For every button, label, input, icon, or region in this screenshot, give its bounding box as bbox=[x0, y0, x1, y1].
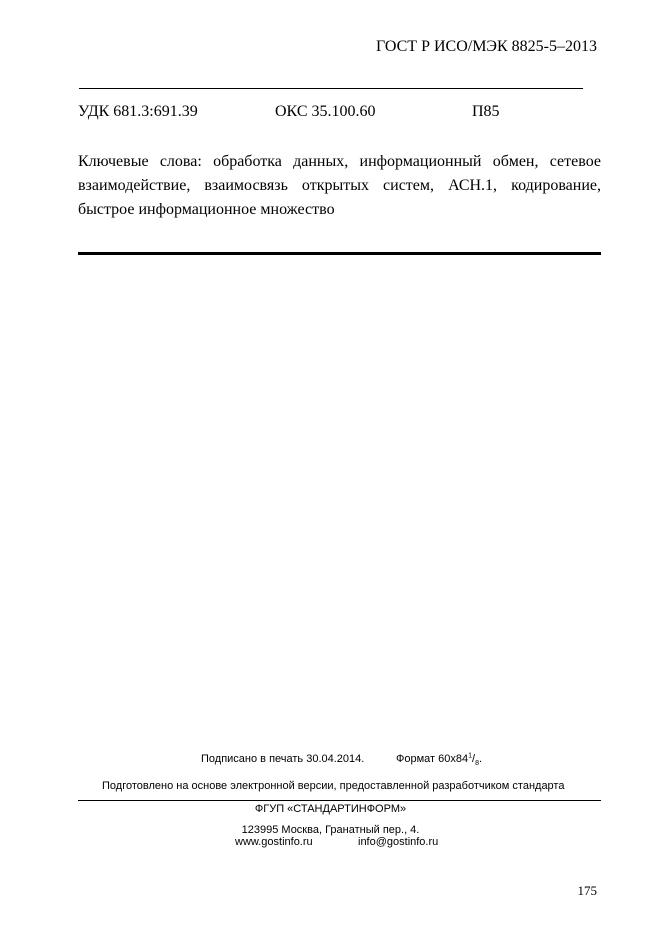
paper-format-numerator: 1 bbox=[468, 752, 473, 760]
keywords-paragraph: Ключевые слова: обработка данных, информационный обмен, сетевое взаимодействие, взаимосвязь открытых систем, АСН.1, кодирование, быстрое информационное множество bbox=[78, 153, 601, 218]
oks-code: ОКС 35.100.60 bbox=[275, 103, 376, 120]
paper-format: Формат $60x84^1/_8$. bbox=[396, 752, 483, 768]
publisher-address: 123995 Москва, Гранатный пер., 4. bbox=[241, 824, 420, 836]
udk-code: УДК 681.3:691.39 bbox=[78, 103, 198, 120]
imprint-divider bbox=[78, 800, 601, 801]
publisher-email: info@gostinfo.ru bbox=[358, 836, 439, 848]
publisher-website: www.gostinfo.ru bbox=[235, 836, 313, 848]
header-divider bbox=[79, 88, 583, 89]
classification-group-code: П85 bbox=[472, 103, 500, 120]
paper-format-end: . bbox=[478, 753, 483, 765]
paper-format-denominator: 8 bbox=[475, 760, 479, 768]
publisher-name: ФГУП «СТАНДАРТИНФОРМ» bbox=[254, 803, 407, 815]
prepared-note: Подготовлено на основе электронной версии, предоставленной разработчиком стандарта bbox=[102, 780, 565, 792]
paper-format-label: Формат 60x84 bbox=[396, 753, 469, 765]
signed-for-print-date: Подписано в печать 30.04.2014. bbox=[201, 753, 365, 765]
section-divider-thick bbox=[78, 252, 601, 255]
page-number: 175 bbox=[577, 883, 597, 898]
document-code: ГОСТ Р ИСО/МЭК 8825-5–2013 bbox=[376, 38, 597, 55]
